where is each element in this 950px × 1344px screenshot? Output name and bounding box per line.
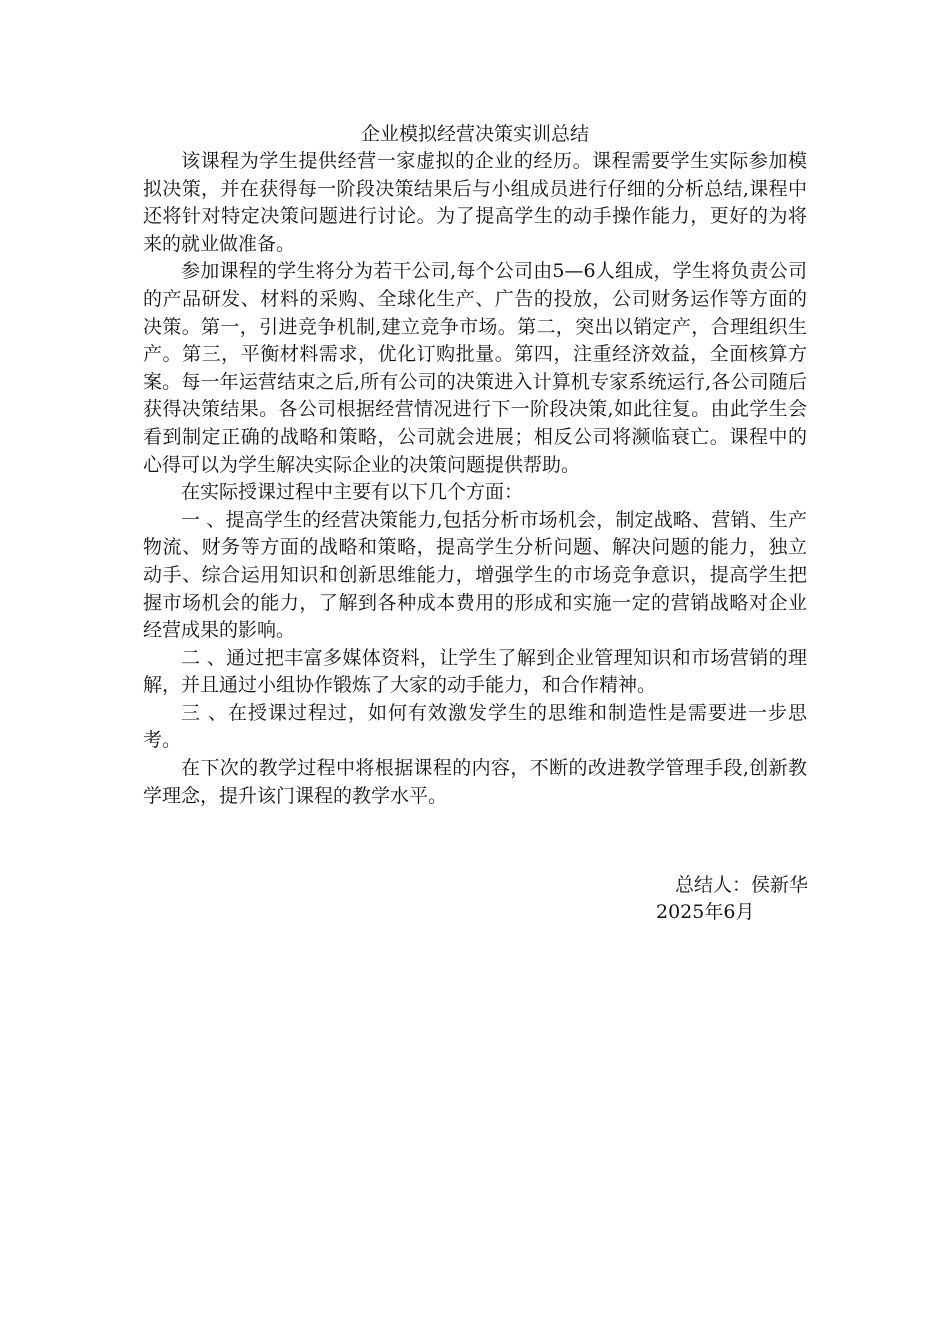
paragraph-aspect-two: 二 、通过把丰富多媒体资料，让学生了解到企业管理知识和市场营销的理解，并且通过小组协作锻炼了大家的动手能力，和合作精神。 (143, 646, 807, 697)
paragraph-course-intro: 该课程为学生提供经营一家虚拟的企业的经历。课程需要学生实际参加模拟决策，并在获得每一阶段决策结果后与小组成员进行仔细的分析总结,课程中还将针对特定决策问题进行讨论。为了提高学生的动手操作能力，更好的为将来的就业做准备。 (143, 150, 807, 255)
document-body (143, 148, 807, 810)
paragraph-aspect-three: 三 、在授课过程过，如何有效激发学生的思维和制造性是需要进一步思考。 (143, 701, 807, 752)
signature-date: 2025年6月 (656, 901, 755, 923)
signature-name: 总结人：侯新华 (674, 874, 808, 896)
signature-block (560, 872, 810, 926)
document-title: 企业模拟经营决策实训总结 (360, 123, 589, 145)
paragraph-course-structure: 参加课程的学生将分为若干公司,每个公司由5—6人组成，学生将负责公司的产品研发、材料的采购、全球化生产、广告的投放，公司财务运作等方面的决策。第一，引进竞争机制,建立竞争市场。第二，突出以销定产，合理组织生产。第三，平衡材料需求，优化订购批量。第四，注重经济效益，全面核算方案。每一年运营结束之后,所有公司的决策进入计算机专家系统运行,各公司随后获得决策结果。各公司根据经营情况进行下一阶段决策,如此往复。由此学生会看到制定正确的战略和策略，公司就会进展；相反公司将濒临衰亡。课程中的心得可以为学生解决实际企业的决策问题提供帮助。 (143, 260, 807, 476)
paragraph-aspects-intro: 在实际授课过程中主要有以下几个方面： (181, 481, 524, 504)
paragraph-aspect-one: 一 、提高学生的经营决策能力,包括分析市场机会，制定战略、营销、生产物流、财务等方面的战略和策略，提高学生分析问题、解决问题的能力，独立动手、综合运用知识和创新思维能力，增强学生的市场竞争意识，提高学生把握市场机会的能力，了解到各种成本费用的形成和实施一定的营销战略对企业经营成果的影响。 (143, 508, 807, 642)
paragraph-conclusion: 在下次的教学过程中将根据课程的内容，不断的改进教学管理手段,创新教学理念，提升该门课程的教学水平。 (143, 757, 807, 807)
